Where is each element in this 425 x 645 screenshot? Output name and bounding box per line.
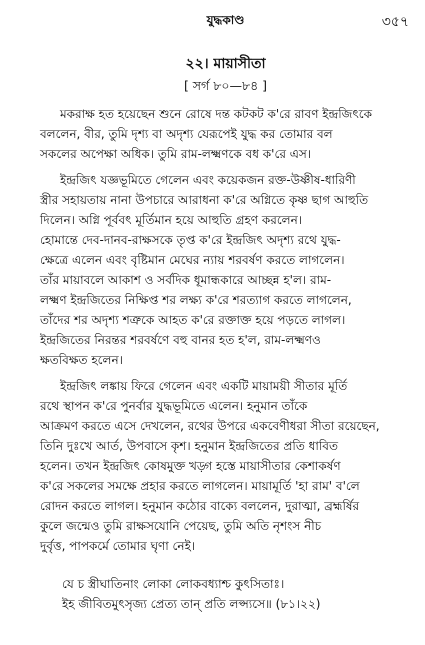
text-line: ইন্দ্রজিৎ যজ্ঞভূমিতে গেলেন এবং কয়েকজন রক্ত-উষ্ণীষ-ধারিণী <box>60 173 356 187</box>
text-line: তিনি দুঃখে আর্ত, উপবাসে কৃশ। হনুমান ইন্দ্রজিতের প্রতি ধাবিত <box>40 439 338 453</box>
body-text <box>40 104 411 556</box>
running-head <box>40 10 411 32</box>
text-line: লক্ষ্মণ ইন্দ্রজিতের নিক্ষিপ্ত শর লক্ষ্য ক'রে শরত্যাগ করতে লাগলেন, <box>40 293 352 307</box>
text-line: সকলের অপেক্ষা অধিক। তুমি রাম-লক্ষ্মণকে বধ ক'রে এস। <box>40 147 312 161</box>
paragraph-2 <box>40 170 411 370</box>
text-line: তাঁর মায়াবলে আকাশ ও সর্বদিক ধূমান্ধকারে আচ্ছন্ন হ'ল। রাম- <box>40 273 332 287</box>
sanskrit-verse <box>40 574 411 614</box>
text-line: ক'রে সকলের সমক্ষে প্রহার করতে লাগলেন। মায়ামূর্তি 'হা রাম' ব'লে <box>40 479 360 493</box>
text-line: স্ত্রীর সহায়তায় নানা উপচারে আরাধনা ক'রে অগ্নিতে কৃষ্ণ ছাগ আহুতি <box>40 193 369 207</box>
text-line: তাঁদের শর অদৃশ্য শত্রুকে আহত ক'রে রক্তাক্ত হয়ে পড়তে লাগল। <box>40 313 346 327</box>
text-line: মকরাক্ষ হত হয়েছেন শুনে রোষে দন্ত কটকট ক'রে রাবণ ইন্দ্রজিৎকে <box>60 107 373 121</box>
text-line: দুর্বৃত্ত, পাপকর্মে তোমার ঘৃণা নেই। <box>40 539 196 553</box>
running-title: যুদ্ধকাণ্ড <box>206 13 245 27</box>
text-line: বললেন, বীর, তুমি দৃশ্য বা অদৃশ্য যেরূপেই যুদ্ধ কর তোমার বল <box>40 127 333 141</box>
text-line: আক্রমণ করতে এসে দেখলেন, রথের উপরে একবেণীধরা সীতা রয়েছেন, <box>40 419 380 433</box>
chapter-title: ২২। মায়াসীতা <box>185 56 266 72</box>
sarga-range: [ সর্গ ৮০—৮৪ ] <box>183 78 268 93</box>
text-line: হলেন। তখন ইন্দ্রজিৎ কোষমুক্ত খড়্গ হস্তে মায়াসীতার কেশাকর্ষণ <box>40 459 341 473</box>
verse-line: যে চ স্ত্রীঘাতিনাং লোকা লোকবধ্যাশ্চ কুৎসিতাঃ। <box>62 577 285 591</box>
text-line: রোদন করতে লাগল। হনুমান কঠোর বাক্যে বললেন, দুরাত্মা, ব্রহ্মর্ষির <box>40 499 360 513</box>
text-line: ক্ষতবিক্ষত হলেন। <box>40 353 123 367</box>
text-line: ইন্দ্রজিতের নিরন্তর শরবর্ষণে বহু বানর হত হ'ল, রাম-লক্ষ্মণও <box>40 333 321 347</box>
text-line: হোমান্তে দেব-দানব-রাক্ষসকে তৃপ্ত ক'রে ইন্দ্রজিৎ অদৃশ্য রথে যুদ্ধ- <box>40 233 341 247</box>
verse-line: ইহ জীবিতমুৎসৃজ্য প্রেত্য তান্ প্রতি লপ্স্যসে॥ (৮১।২২) <box>62 597 321 611</box>
text-line: রথে স্থাপন ক'রে পুনর্বার যুদ্ধভূমিতে এলেন। হনুমান তাঁকে <box>40 399 308 413</box>
text-line: ইন্দ্রজিৎ লঙ্কায় ফিরে গেলেন এবং একটি মায়াময়ী সীতার মূর্তি <box>60 379 348 393</box>
text-line: ক্ষেত্রে এলেন এবং বৃষ্টিমান মেঘের ন্যায় শরবর্ষণ করতে লাগলেন। <box>40 253 345 267</box>
paragraph-1 <box>40 104 411 164</box>
text-line: কুলে জন্মেও তুমি রাক্ষসযোনি পেয়েছ, তুমি অতি নৃশংস নীচ <box>40 519 322 533</box>
text-line: দিলেন। অগ্নি পূর্ববৎ মূর্তিমান হয়ে আহুতি গ্রহণ করলেন। <box>40 213 303 227</box>
paragraph-3 <box>40 376 411 556</box>
page-number: ৩৫৭ <box>381 14 409 30</box>
